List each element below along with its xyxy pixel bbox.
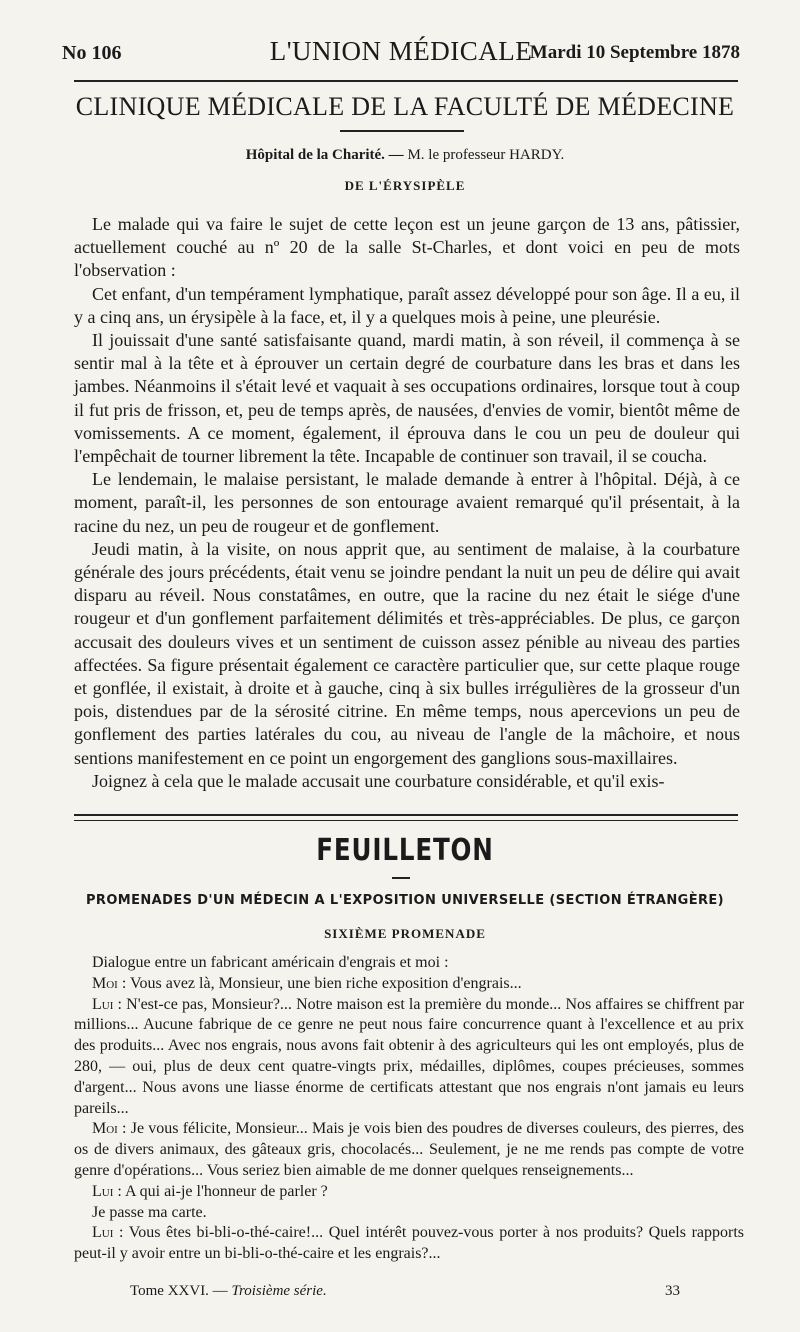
article-paragraph: Il jouissait d'une santé satisfaisante quand, mardi matin, à son réveil, il commença à se sentir mal à la tête et à éprouver un certain degré de courbature dans les bras et dans les jambes. Néanmoins il s'était levé et vaquait à ses occupations ordinaires, lorsque tout à coup il fut pris de frisson, et, peu de temps après, de nausées, d'envies de vomir, bientôt même de vomissements. A ce moment, également, il éprouva dans le cou un peu de douleur qui l'empêchait de tourner librement la tête. Incapable de continuer son travail, il se coucha. [74,330,740,467]
article-paragraph: Le malade qui va faire le sujet de cette leçon est un jeune garçon de 13 ans, pâtissier, actuellement couché au nº 20 de la salle St-Charles, et dont voici en peu de mots l'observation : [74,214,740,281]
page-number: 33 [665,1283,680,1299]
article-paragraph: Joignez à cela que le malade accusait une courbature considérable, et qu'il exis- [92,770,665,791]
dialogue-line [74,974,744,995]
dialogue-text: Vous êtes bi-bli-o-thé-caire!... Quel intérêt pouvez-vous porter à nos produits? Quels rapports peut-il y avoir entre un bi-bli-o-thé-caire et les engrais?... [74,1224,744,1263]
dialogue-line [74,1182,744,1203]
dialogue-line [74,995,744,1120]
page-footer [130,1283,680,1305]
feuilleton-body [74,953,744,1265]
speaker-label: Lui : [92,1224,124,1242]
issue-number: No 106 [62,42,122,64]
article-subtitle: DE L'ÉRYSIPÈLE [344,178,466,193]
issue-date: Mardi 10 Septembre 1878 [529,42,740,63]
feuilleton-title: FEUILLETON [316,833,494,868]
running-head [62,36,740,72]
feuilleton-dash [392,877,410,879]
title-divider [340,130,464,132]
hospital-line [70,147,740,164]
speaker-label: Lui : [92,1182,122,1200]
speaker-label: Lui : [92,995,122,1013]
dialogue-line [74,1119,744,1181]
dialogue-text: N'est-ce pas, Monsieur?... Notre maison est la première du monde... Nos affaires se chiffrent par millions... Aucune fabrique de ce genre ne peut nous faire concurrence quant à l'excellence et au prix des produits... Avec nos engrais, nous avons fait obtenir à des agriculteurs qui les ont employés, plus de 280, — oui, plus de deux cent quatre-vingts prix, médailles, diplômes, coupes précieuses, sommes d'argent... Nous avons une liasse énorme de certificats attestant que nos engrais n'ont jamais eu leurs pareils... [74,995,745,1117]
article-paragraph: Cet enfant, d'un tempérament lymphatique, paraît assez développé pour son âge. Il a eu, il y a cinq ans, un érysipèle à la face, et, il y a quelques mois à peine, une pleurésie. [74,283,740,327]
article-title: CLINIQUE MÉDICALE DE LA FACULTÉ DE MÉDECINE [75,92,735,121]
dialogue-text: A qui ai-je l'honneur de parler ? [124,1182,328,1200]
feuilleton-subtitle: PROMENADES D'UN MÉDECIN A L'EXPOSITION UNIVERSELLE (SECTION ÉTRANGÈRE) [85,893,725,908]
feuilleton-section: SIXIÈME PROMENADE [324,926,486,941]
dialogue-line [74,1223,744,1265]
speaker-label: Moi : [92,974,127,992]
dialogue-intro: Dialogue entre un fabricant américain d'engrais et moi : [92,954,449,971]
feuilleton-rule-thin [74,820,738,821]
series-label: Troisième série. [231,1283,327,1299]
dialogue-line [74,1203,744,1224]
header-rule [74,80,738,82]
feuilleton-rule-thick [74,814,738,816]
tome-label [130,1283,327,1300]
dialogue-text: Je vous félicite, Monsieur... Mais je vois bien des poudres de diverses couleurs, des pierres, des os de divers animaux, des gâteaux gris, chocolacés... Seulement, je ne me rends pas compte de votre genre d'opérations... Vous seriez bien aimable de me donner quelques renseignements... [74,1120,745,1179]
speaker-label: Moi : [92,1120,127,1138]
article-body [74,213,740,793]
article-paragraph: Le lendemain, le malaise persistant, le malade demande à entrer à l'hôpital. Déjà, à ce moment, paraît-il, les personnes de son entourage avaient remarqué qu'il présentait, à la racine du nez, un peu de rougeur et de gonflement. [74,469,740,536]
tome-number: Tome XXVI. — [130,1283,228,1299]
hospital-name: Hôpital de la Charité. — [245,147,404,163]
article-paragraph: Jeudi matin, à la visite, on nous apprit que, au sentiment de malaise, à la courbature générale des jours précédents, était venu se joindre pendant la nuit un peu de délire qui avait disparu au réveil. Nous constatâmes, en outre, que la racine du nez était le siége d'une rougeur et d'un gonflement parfaitement délimités et très-appréciables. De plus, ce garçon accusait des douleurs vives et un sentiment de cuisson assez pénible au niveau des parties affectées. Sa figure présentait également ce caractère particulier que, sur cette plaque rouge et gonflée, il existait, à droite et à gauche, cinq à six bulles irrégulières de la grosseur d'un pois, distendues par de la sérosité citrine. En même temps, nous apercevions un peu de gonflement des parties latérales du cou, au niveau de l'angle de la mâchoire, et nous sentions manifestement en ce point un engorgement des ganglions sous-maxillaires. [74,538,740,768]
professor-name: M. le professeur HARDY. [407,147,565,163]
journal-title: L'UNION MÉDICALE [269,36,533,66]
dialogue-text: Vous avez là, Monsieur, une bien riche exposition d'engrais... [130,974,522,992]
dialogue-text: Je passe ma carte. [92,1203,207,1221]
